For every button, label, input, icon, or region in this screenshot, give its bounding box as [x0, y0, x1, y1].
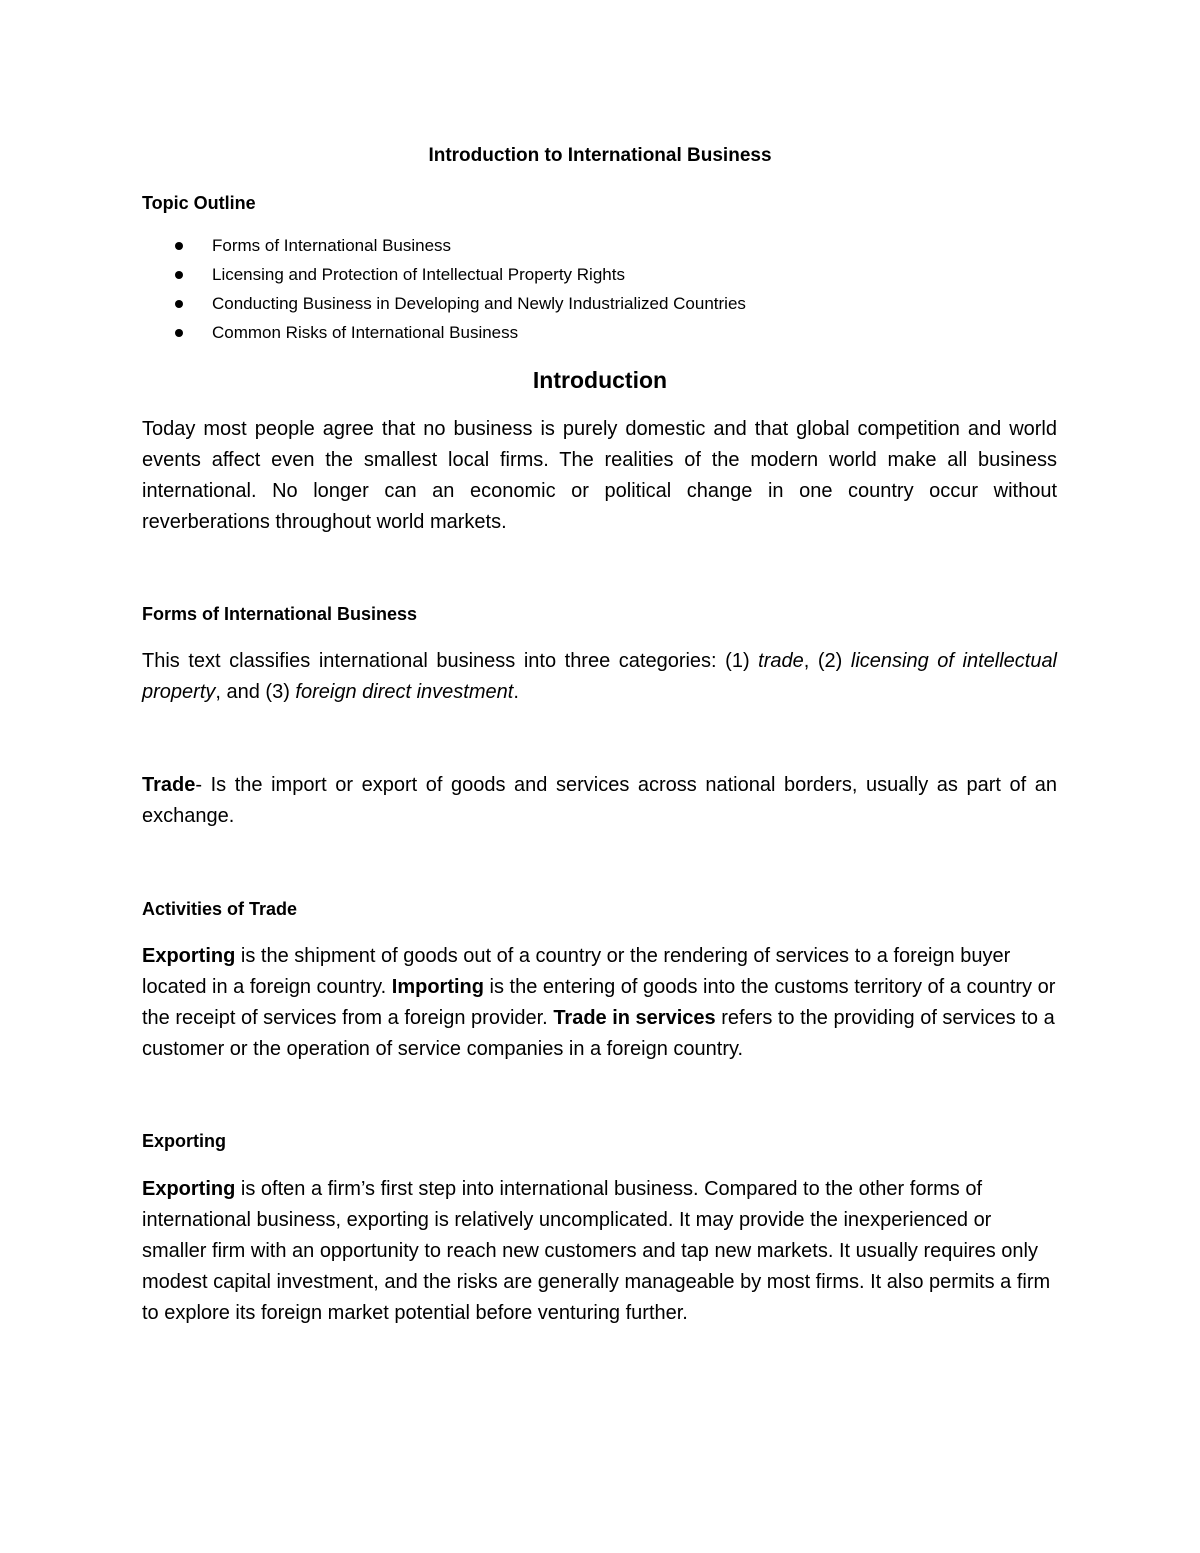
activities-paragraph — [142, 941, 1057, 1065]
importing-term: Importing — [391, 976, 484, 998]
forms-paragraph — [142, 646, 1057, 708]
bullet-icon — [175, 242, 183, 250]
activities-heading: Activities of Trade — [142, 899, 298, 919]
exporting-term: Exporting — [142, 945, 236, 967]
list-item — [142, 291, 1042, 320]
bullet-icon — [175, 329, 183, 337]
list-item — [142, 233, 1042, 262]
outline-item-text: Common Risks of International Business — [212, 323, 519, 342]
list-item — [142, 320, 1042, 349]
exporting-paragraph — [142, 1174, 1057, 1329]
introduction-heading: Introduction — [532, 367, 668, 393]
outline-item-text: Licensing and Protection of Intellectual Property Rights — [212, 265, 625, 284]
trade-term: Trade — [142, 774, 196, 796]
document-title: Introduction to International Business — [428, 145, 772, 166]
exporting-definition: is the shipment of goods out of a country or the rendering of services to a foreign buyer located in a foreign country. — [142, 945, 1011, 998]
forms-heading: Forms of International Business — [142, 604, 418, 624]
forms-end: . — [513, 681, 519, 703]
bullet-icon — [175, 271, 183, 279]
topic-outline-label: Topic Outline — [142, 193, 256, 213]
importing-definition: is the entering of goods into the customs territory of a country or the receipt of services from a foreign provider. — [142, 976, 1056, 1029]
forms-intro-text: This text classifies international business into three categories: (1) — [142, 650, 759, 672]
outline-item-text: Forms of International Business — [212, 236, 452, 255]
category-fdi: foreign direct investment — [295, 681, 514, 703]
forms-separator: , (2) — [803, 650, 851, 672]
list-item — [142, 262, 1042, 291]
bullet-icon — [175, 300, 183, 308]
trade-definition: - Is the import or export of goods and services across national borders, usually as part of an exchange. — [142, 774, 1057, 827]
trade-paragraph — [142, 770, 1057, 832]
exporting-term: Exporting — [142, 1178, 236, 1200]
trade-in-services-definition: refers to the providing of services to a customer or the operation of service companies in a foreign country. — [142, 1007, 1055, 1060]
outline-item-text: Conducting Business in Developing and Newly Industrialized Countries — [212, 294, 746, 313]
topic-outline-list — [142, 233, 1042, 349]
category-trade: trade — [758, 650, 804, 672]
exporting-heading: Exporting — [142, 1131, 226, 1151]
forms-separator: , and (3) — [215, 681, 296, 703]
exporting-body: is often a firm’s first step into international business. Compared to the other forms of international business, exporting is relatively uncomplicated. It may provide the inexperienced or smaller firm with an opportunity to reach new customers and tap new markets. It usually requires only modest capital investment, and the risks are generally manageable by most firms. It also permits a firm to explore its foreign market potential before venturing further. — [142, 1178, 1051, 1324]
introduction-paragraph: Today most people agree that no business is purely domestic and that global competition and world events affect even the smallest local firms. The realities of the modern world make all business international. No longer can an economic or political change in one country occur without reverberations throughout world markets. — [142, 418, 1057, 533]
trade-in-services-term: Trade in services — [553, 1007, 716, 1029]
category-licensing: licensing of intellectual property — [142, 650, 1058, 703]
